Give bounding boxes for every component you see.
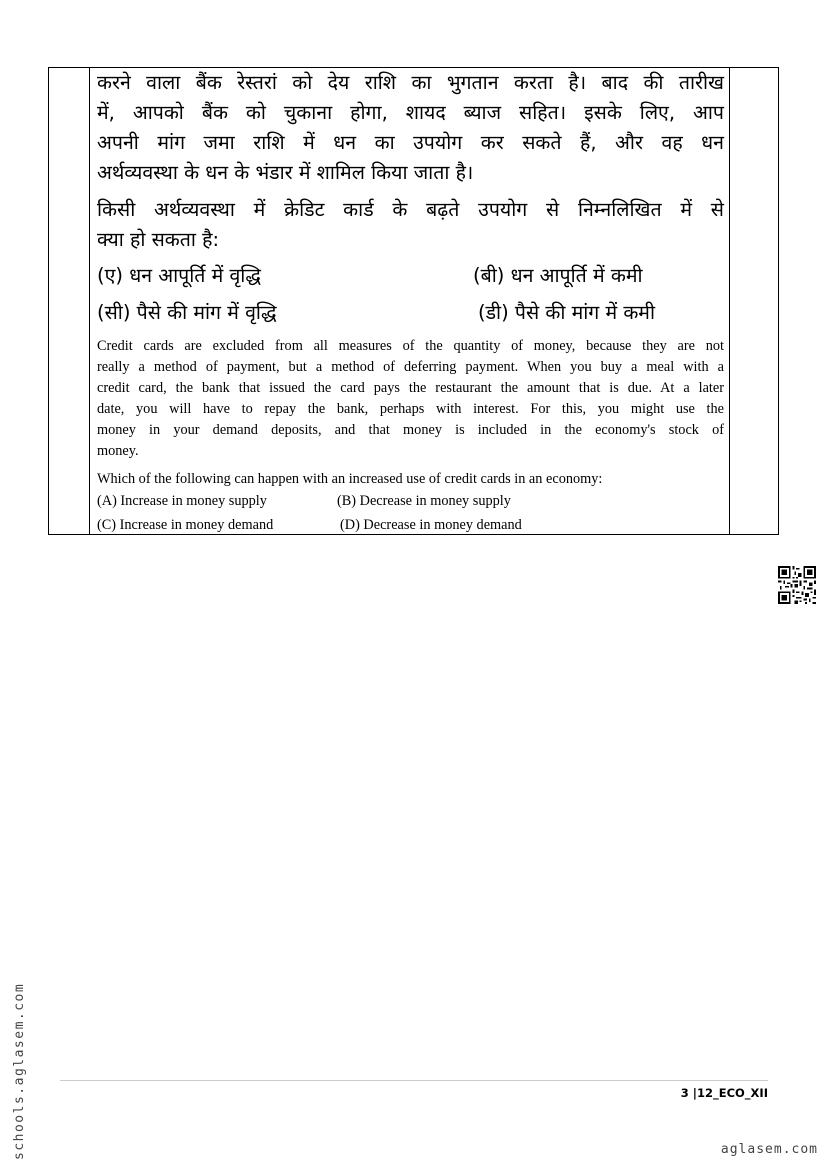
english-passage-line: money in your demand deposits, and that money is included in the economy's stock of	[97, 422, 724, 438]
english-option-d: (D) Decrease in money demand	[340, 517, 522, 533]
english-passage-line: money.	[97, 443, 139, 459]
english-question: Which of the following can happen with an increased use of credit cards in an economy:	[97, 471, 603, 487]
hindi-passage-line: करने वाला बैंक रेस्तरां को देय राशि का भुगतान करता है। बाद की तारीख	[97, 71, 724, 94]
column-divider	[729, 68, 730, 534]
hindi-passage	[97, 68, 724, 188]
hindi-option-d: (डी) पैसे की मांग में कमी	[478, 301, 656, 324]
english-passage	[97, 336, 724, 462]
english-passage-line: date, you will have to repay the bank, perhaps with interest. For this, you might use the	[97, 401, 724, 417]
qr-code-icon	[778, 566, 816, 604]
hindi-question-line: क्या हो सकता है:	[97, 228, 220, 251]
hindi-passage-line: अर्थव्यवस्था के धन के भंडार में शामिल किया जाता है।	[97, 161, 474, 184]
english-passage-line: Credit cards are excluded from all measures of the quantity of money, because they are not	[97, 338, 724, 354]
hindi-option-b: (बी) धन आपूर्ति में कमी	[473, 264, 643, 287]
page-code: 3 |12_ECO_XII	[680, 1086, 768, 1100]
hindi-option-c: (सी) पैसे की मांग में वृद्धि	[97, 301, 277, 324]
hindi-passage-line: में, आपको बैंक को चुकाना होगा, शायद ब्याज सहित। इसके लिए, आप	[97, 101, 724, 124]
footer-divider	[60, 1080, 768, 1081]
hindi-passage-line: अपनी मांग जमा राशि में धन का उपयोग कर सकते हैं, और वह धन	[97, 131, 724, 154]
english-passage-line: really a method of payment, but a method of deferring payment. When you buy a meal with a	[97, 359, 724, 375]
english-option-b: (B) Decrease in money supply	[337, 493, 511, 509]
side-watermark: schools.aglasem.com	[12, 982, 27, 1160]
english-option-a: (A) Increase in money supply	[97, 493, 267, 509]
bottom-watermark: aglasem.com	[720, 1142, 818, 1157]
english-passage-line: credit card, the bank that issued the card pays the restaurant the amount that is due. At a later	[97, 380, 724, 396]
english-option-c: (C) Increase in money demand	[97, 517, 274, 533]
column-divider	[89, 68, 90, 534]
hindi-question-line: किसी अर्थव्यवस्था में क्रेडिट कार्ड के बढ़ते उपयोग से निम्नलिखित में से	[97, 198, 724, 221]
question-table	[48, 67, 779, 535]
hindi-option-a: (ए) धन आपूर्ति में वृद्धि	[97, 264, 261, 287]
hindi-question	[97, 195, 724, 255]
